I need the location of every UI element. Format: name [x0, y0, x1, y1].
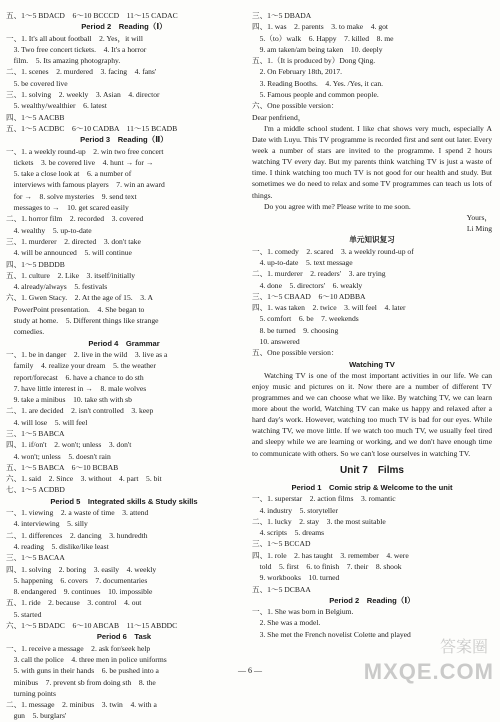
answer-line: 4. done 5. directors' 6. weakly — [252, 280, 363, 290]
period-heading: Period 4 Grammar — [88, 338, 160, 348]
answer-line: PowerPoint presentation. 4. She began to — [6, 304, 145, 314]
answer-line: family 4. realize your dream 5. the weather — [6, 361, 156, 371]
answer-line: 9. am taken/am being taken 10. deeply — [252, 44, 383, 54]
right-column — [252, 10, 492, 640]
watermark-chinese: 答案圈 — [439, 637, 488, 656]
answer-line: 4. already/always 5. festivals — [6, 282, 108, 292]
answer-line: 10. answered — [252, 336, 300, 346]
period-heading: Period 1 Comic strip & Welcome to the unit — [291, 482, 453, 492]
answer-line: messages to → 10. get scared easily — [6, 203, 129, 213]
signature-line: Yours， — [466, 212, 492, 222]
answer-line: 5. wealthy/wealthier 6. latest — [6, 101, 107, 111]
answer-line: film. 5. Its amazing photography. — [6, 56, 121, 66]
answer-line: 二、1. scenes 2. murdered 3. facing 4. fans' — [6, 67, 157, 77]
answer-line: 3. Two free concert tickets. 4. It's a horror — [6, 44, 147, 54]
answer-line: 三、1. solving 2. weekly 3. Asian 4. director — [6, 90, 160, 100]
answer-line: 五、1～5 ACDBC 6～10 CADBA 11～15 BCADB — [6, 123, 178, 133]
watermark-logo: MXQE.COM — [363, 659, 494, 684]
answer-line: 四、1～5 AACBB — [6, 112, 65, 122]
answer-line: 六、1. Gwen Stacy. 2. At the age of 15. 3. A — [6, 293, 153, 303]
period-heading: Period 6 Task — [96, 632, 152, 642]
answer-line: 四、1. was taken 2. twice 3. will feel 4. later — [252, 303, 406, 313]
answer-line: 三、1～5 BCCAD — [252, 539, 311, 549]
answer-line: 五、1. ride 2. because 3. control 4. out — [6, 598, 142, 608]
answer-line: 四、1. if/on't 2. won't; unless 3. don't — [6, 440, 132, 450]
answer-line: 三、1. murderer 2. directed 3. don't take — [6, 236, 141, 246]
answer-line: 4. up-to-date 5. text message — [252, 257, 353, 267]
answer-line: 一、1. superstar 2. action films 3. romantic — [252, 494, 396, 504]
answer-line: 5. started — [6, 609, 42, 619]
answer-line: 9. take a minibus 10. take sth with sb — [6, 395, 132, 405]
answer-line: 4. wealthy 5. up-to-date — [6, 225, 92, 235]
answer-line: turning points — [6, 688, 56, 698]
answer-line: 5. take a close look at 6. a number of — [6, 169, 132, 179]
answer-line: 4. scripts 5. dreams — [252, 528, 325, 538]
period-heading: 单元知识复习 — [349, 235, 395, 245]
answer-line: 5. with guns in their hands 6. be pushed into a — [6, 666, 159, 676]
answer-line: 2. On February 18th, 2017. — [252, 67, 343, 77]
answer-line: 二、1. lucky 2. stay 3. the most suitable — [252, 516, 386, 526]
answer-line: 四、1. was 2. parents 3. to make 4. got — [252, 22, 389, 32]
answer-line: 二、1. horror film 2. recorded 3. covered — [6, 214, 144, 224]
period-heading: Period 5 Integrated skills & Study skills — [50, 496, 198, 506]
unit-title: Unit 7 Films — [340, 464, 404, 476]
answer-line: 三、1～5 BACAA — [6, 553, 65, 563]
answer-line: 一、1. be in danger 2. live in the wild 3. live as a — [6, 349, 168, 359]
answer-line: 五、One possible version： — [252, 348, 339, 358]
answer-line: 一、1. It's all about football 2. Yes，it will — [6, 33, 143, 43]
answer-line: 六、One possible version： — [252, 101, 339, 111]
answer-line: report/forecast 6. have a chance to do sth — [6, 372, 144, 382]
answer-line: 5. be covered live — [6, 78, 68, 88]
answer-line: 5. comfort 6. be 7. weekends — [252, 314, 359, 324]
left-column — [6, 10, 242, 722]
answer-line: tickets 3. be covered live 4. hunt → for → — [6, 157, 154, 167]
answer-line: 二、1. are decided 2. isn't controlled 3. keep — [6, 406, 154, 416]
answer-line: 四、1. solving 2. boring 3. easily 4. weekly — [6, 564, 157, 574]
answer-line: 五、1. culture 2. Like 3. itself/initially — [6, 270, 136, 280]
answer-line: 六、1. said 2. Since 3. without 4. part 5. bit — [6, 474, 162, 484]
answer-line: 一、1. comedy 2. scared 3. a weekly round-up of — [252, 246, 414, 256]
answer-line: gun 5. burglars' — [6, 711, 67, 721]
answer-line: 4. industry 5. storyteller — [252, 505, 339, 515]
answer-line: 5.（to）walk 6. Happy 7. killed 8. me — [252, 33, 394, 43]
answer-line: 五、1.（It is produced by）Dong Qing. — [252, 56, 376, 66]
answer-line: 三、1～5 CBAAD 6～10 ADBBA — [252, 291, 366, 301]
answer-line: 4. won't; unless 5. doesn't rain — [6, 451, 111, 461]
answer-line: 六、1～5 BDADC 6～10 ABCAB 11～15 ABDDC — [6, 621, 178, 631]
answer-line: 3. She met the French novelist Colette and played — [252, 629, 411, 639]
answer-line: 8. be turned 9. choosing — [252, 325, 339, 335]
answer-line: 一、1. viewing 2. a waste of time 3. attend — [6, 508, 149, 518]
answer-line: 三、1～5 BABCA — [6, 428, 65, 438]
answer-line: Dear penfriend， — [252, 112, 306, 122]
answer-line: 3. Reading Booths. 4. Yes. /Yes, it can. — [252, 78, 384, 88]
answer-line: for → 8. solve mysteries 9. send text — [6, 191, 137, 201]
answer-line: 7. have little interest in → 8. male wolves — [6, 383, 147, 393]
page-number: — 6 — — [238, 666, 262, 675]
answer-line: told 5. first 6. to finish 7. their 8. shook — [252, 562, 402, 571]
essay-title: Watching TV — [349, 359, 395, 369]
period-heading: Period 2 Reading（Ⅰ） — [329, 595, 415, 605]
answer-line: 四、1～5 DBDDB — [6, 259, 65, 269]
answer-line: 一、1. a weekly round-up 2. win two free concert — [6, 146, 164, 156]
answer-line: comedies. — [6, 327, 45, 337]
answer-line: 四、1. role 2. has taught 3. remember 4. were — [252, 550, 409, 560]
answer-line: 3. call the police 4. three men in police uniforms — [6, 654, 167, 664]
answer-line: 4. will lose 5. will feel — [6, 417, 88, 427]
answer-line: 9. workbooks 10. turned — [252, 573, 340, 583]
answer-line: 4. will be announced 5. will continue — [6, 248, 132, 258]
answer-line: 二、1. differences 2. dancing 3. hundredth — [6, 530, 148, 540]
essay-paragraph: Do you agree with me? Please write to me soon. — [264, 201, 411, 211]
answer-line: 五、1～5 BABCA 6～10 BCBAB — [6, 462, 119, 472]
answer-line: 5. happening 6. covers 7. documentaries — [6, 575, 148, 585]
answer-line: 8. endangered 9. continues 10. impossible — [6, 587, 153, 597]
answer-line: minibus 7. prevent sb from doing sth 8. the — [6, 677, 156, 687]
answer-line: 五、1～5 BDACD 6～10 BCCCD 11～15 CADAC — [6, 11, 178, 20]
answer-line: study at home. 5. Different things like strange — [6, 316, 159, 326]
answer-line: 七、1～5 ACDBD — [6, 485, 65, 495]
essay-paragraph: Watching TV is one of the most important activities in our life. We can enjoy music and pictures on it. Now there are a number of different TV programmes and we can choose what we like. By watching TV, we can learn more about the world, Watching TV can make us happy and relaxed after a hard day's work. However, watching too much TV is bad for our eyes. While watching TV, we move little. If we watch too much TV, we usually feel tired and sleepy while we are learning or working, and we don't have enough time to communicate with others. So we can't lose ourselves in watching TV. — [252, 370, 492, 458]
signature-line: Li Ming — [466, 224, 492, 234]
essay-paragraph: I'm a middle school student. I like chat shows very much, especially A Date with Luyu. This TV programme is recorded first and sent out later. Every week a number of stars are invited to the programme. I spend 2 hours watching TV every day. But my parents think watching TV is just a waste of time. I think watching too much TV is not good for our health and study. But sometimes we do need to relax and some TV programmes can teach us lots of things. — [252, 123, 492, 200]
answer-line: 一、1. receive a message 2. ask for/seek help — [6, 643, 151, 653]
period-heading: Period 2 Reading（Ⅰ） — [81, 22, 167, 32]
answer-line: interviews with famous players 7. win an award — [6, 180, 165, 190]
answer-line: 4. reading 5. dislike/like least — [6, 541, 109, 551]
answer-line: 三、1～5 DBADA — [252, 11, 312, 20]
answer-line: 2. She was a model. — [252, 618, 321, 628]
answer-line: 4. interviewing 5. silly — [6, 519, 88, 529]
answer-line: 五、1～5 DCBAA — [252, 584, 311, 594]
period-heading: Period 3 Reading（Ⅱ） — [80, 135, 168, 145]
answer-line: 二、1. murderer 2. readers' 3. are trying — [252, 269, 386, 279]
answer-line: 二、1. message 2. minibus 3. twin 4. with a — [6, 700, 157, 710]
answer-line: 一、1. She was born in Belgium. — [252, 607, 354, 617]
answer-line: 5. Famous people and common people. — [252, 90, 379, 100]
